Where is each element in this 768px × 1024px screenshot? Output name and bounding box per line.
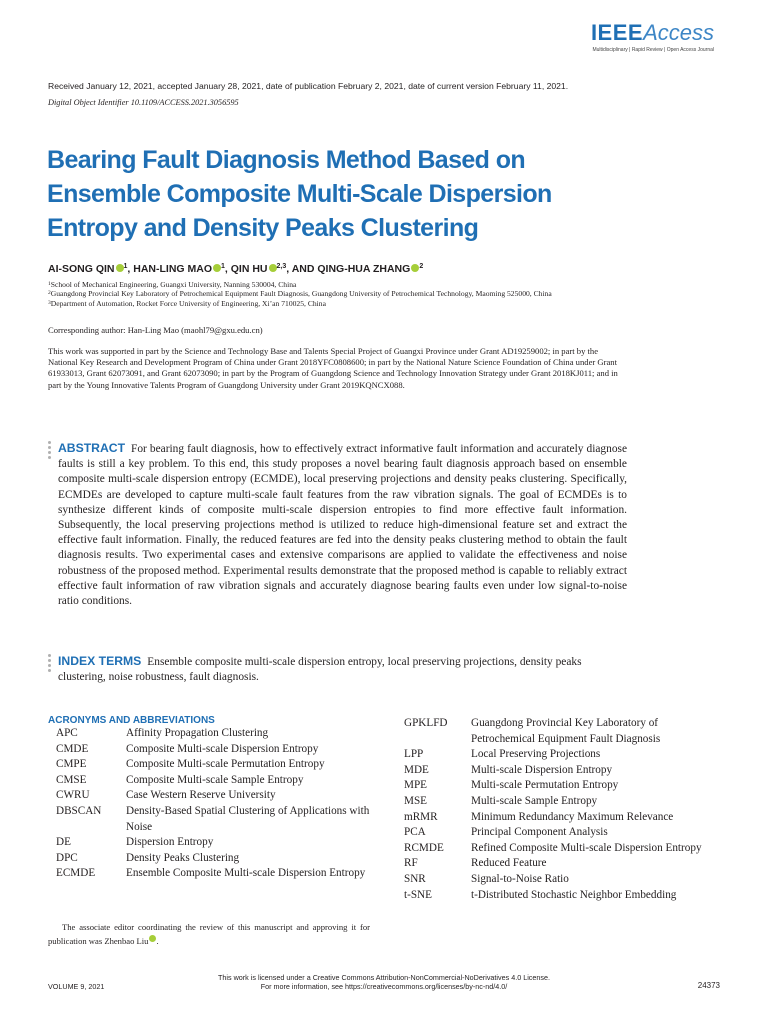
acronym-definition: Reduced Feature: [471, 857, 547, 870]
author-separator: , AND: [286, 263, 318, 275]
abstract: [58, 441, 627, 609]
orcid-icon[interactable]: [213, 264, 221, 272]
acronym-definition: Signal-to-Noise Ratio: [471, 872, 569, 885]
license-notice: [0, 973, 768, 991]
acronym-row: [404, 856, 724, 872]
author-name: QING-HUA ZHANG: [317, 263, 411, 275]
acronym-definition: Composite Multi-scale Dispersion Entropy: [126, 742, 319, 755]
section-marker-icon: [48, 654, 52, 674]
acronym-definition: Affinity Propagation Clustering: [126, 727, 269, 739]
author-affiliation-sup: 2,3: [276, 263, 287, 270]
affiliation-number: 3: [48, 299, 51, 306]
index-terms-label: INDEX TERMS: [58, 654, 142, 668]
author-name: HAN-LING MAO: [133, 263, 213, 275]
acronym-row: [404, 810, 724, 826]
acronym-row: [404, 888, 724, 904]
acronym-term: APC: [56, 727, 78, 739]
editor-note-text: The associate editor coordinating the review of this manuscript and approving it for publication was Zhenbao Liu: [48, 922, 370, 946]
acronym-row: [56, 804, 374, 835]
acronym-row: [404, 825, 724, 841]
paper-title: Bearing Fault Diagnosis Method Based on Ensemble Composite Multi-Scale Dispersion Entropy and Density Peaks Clustering: [47, 146, 552, 242]
acronym-row: [404, 716, 724, 747]
affiliation-text: Guangdong Provincial Key Laboratory of Petrochemical Equipment Fault Diagnosis, Guangdong University of Petrochemical Technology, Maoming 525000, China: [50, 289, 552, 299]
author-name: AI-SONG QIN: [48, 263, 115, 275]
acronym-definition: Case Western Reserve University: [126, 789, 276, 802]
journal-logo: [591, 22, 714, 53]
received-dates: Received January 12, 2021, accepted January 28, 2021, date of publication February 2, 2021, date of current version February 11, 2021.: [48, 81, 569, 91]
acronym-term: t-SNE: [404, 888, 432, 901]
corresponding-author: Corresponding author: Han-Ling Mao (maohl79@gxu.edu.cn): [48, 325, 263, 335]
index-terms-text: Ensemble composite multi-scale dispersion entropy, local preserving projections, density peaks clustering, noise robustness, fault diagnosis.: [58, 656, 582, 684]
acronym-definition: Local Preserving Projections: [471, 748, 601, 761]
acronym-definition: Guangdong Provincial Key Laboratory of Petrochemical Equipment Fault Diagnosis: [471, 717, 661, 745]
affiliation-2: [48, 289, 718, 298]
acronym-row: [56, 866, 374, 882]
acronym-term: DBSCAN: [56, 804, 102, 817]
affiliations: [48, 280, 718, 308]
acronym-term: GPKLFD: [404, 717, 448, 729]
index-terms: [58, 654, 627, 685]
acronym-term: MDE: [404, 763, 429, 776]
affiliation-3: [48, 299, 718, 308]
acronym-term: mRMR: [404, 810, 438, 823]
acronym-row: [56, 757, 374, 773]
author-name: QIN HU: [230, 263, 268, 275]
acronym-definition: Multi-scale Permutation Entropy: [471, 779, 619, 792]
acronym-row: [404, 763, 724, 779]
acronym-row: [56, 835, 374, 851]
acronym-term: CWRU: [56, 789, 90, 802]
license-line-2: For more information, see https://creativecommons.org/licenses/by-nc-nd/4.0/: [260, 982, 508, 991]
acronym-term: PCA: [404, 826, 426, 839]
acronym-definition: Principal Component Analysis: [471, 826, 608, 839]
acronym-term: CMSE: [56, 773, 87, 786]
acronym-term: SNR: [404, 872, 426, 885]
acronym-definition: Density-Based Spatial Clustering of Applications with Noise: [126, 804, 370, 833]
affiliation-text: School of Mechanical Engineering, Guangxi University, Nanning 530004, China: [50, 280, 297, 289]
acronym-row: [404, 872, 724, 888]
affiliation-number: 2: [48, 290, 51, 297]
acronym-row: [56, 726, 374, 742]
logo-access-text: Access: [643, 20, 714, 45]
orcid-icon[interactable]: [116, 264, 124, 272]
acronyms-list-right: [404, 716, 724, 903]
author-affiliation-sup: 1: [123, 263, 128, 270]
doi-line: Digital Object Identifier 10.1109/ACCESS.2021.3056595: [48, 98, 239, 107]
journal-tagline: Multidisciplinary | Rapid Review | Open Access Journal: [592, 47, 714, 53]
author-affiliation-sup: 1: [221, 263, 225, 270]
orcid-icon[interactable]: [269, 264, 277, 272]
acronym-term: ECMDE: [56, 867, 96, 880]
affiliation-text: Department of Automation, Rocket Force University of Engineering, Xi’an 710025, China: [50, 298, 326, 308]
author-affiliation-sup: 2: [419, 263, 424, 270]
acronym-definition: Dispersion Entropy: [126, 836, 214, 849]
acronym-definition: Ensemble Composite Multi-scale Dispersion Entropy: [126, 867, 366, 880]
license-line-1: This work is licensed under a Creative Commons Attribution-NonCommercial-NoDerivatives 4.0 License.: [218, 973, 550, 982]
author-separator: ,: [127, 263, 134, 275]
acronym-row: [56, 773, 374, 789]
acronym-definition: t-Distributed Stochastic Neighbor Embedding: [471, 888, 677, 901]
page-number: 24373: [697, 981, 720, 990]
acronym-definition: Multi-scale Sample Entropy: [471, 794, 598, 807]
acronyms-list-left: [56, 726, 374, 882]
acronym-term: MSE: [404, 794, 428, 807]
acronym-term: DPC: [56, 851, 78, 864]
acronym-row: [56, 788, 374, 804]
acronym-definition: Density Peaks Clustering: [126, 851, 240, 864]
acronym-definition: Refined Composite Multi-scale Dispersion Entropy: [471, 841, 702, 854]
volume-label: VOLUME 9, 2021: [48, 982, 105, 991]
section-marker-icon: [48, 441, 52, 461]
acronym-definition: Composite Multi-scale Permutation Entropy: [126, 758, 325, 771]
author-list: [48, 263, 423, 275]
acronym-definition: Composite Multi-scale Sample Entropy: [126, 773, 304, 786]
acronym-row: [56, 851, 374, 867]
abstract-label: ABSTRACT: [58, 441, 126, 455]
orcid-icon: [149, 935, 156, 942]
logo-ieee-text: IEEE: [590, 20, 644, 45]
acronym-term: RCMDE: [404, 841, 444, 854]
acronym-row: [404, 794, 724, 810]
acronym-term: CMDE: [56, 742, 89, 755]
acronym-definition: Multi-scale Dispersion Entropy: [471, 763, 613, 776]
acronym-row: [404, 841, 724, 857]
funding-statement: This work was supported in part by the Science and Technology Base and Talents Special Project of Guangxi Province under Grant AD19259002; in part by the National Key Research and Development Program of China under Grant 2018YFC0808600; in part by the National Nature Science Foundation of China under Grant 61933013, Grant 62073091, and Grant 62073090; in part by the Program of Guangdong Science and Technology Innovation Strategy under Grant 2018KJ011; and in part by the Young Innovative Talents Program of Guangdong University under Grant 2019KQNCX088.: [48, 346, 618, 390]
acronym-definition: Minimum Redundancy Maximum Relevance: [471, 810, 674, 823]
acronym-term: RF: [404, 857, 418, 870]
affiliation-1: [48, 280, 718, 289]
acronym-term: CMPE: [56, 758, 87, 771]
acronyms-heading: ACRONYMS AND ABBREVIATIONS: [48, 715, 215, 726]
author-separator: ,: [224, 263, 231, 275]
acronym-row: [404, 778, 724, 794]
acronym-term: DE: [56, 836, 71, 849]
affiliation-number: 1: [48, 281, 51, 287]
acronym-row: [404, 747, 724, 763]
abstract-text: For bearing fault diagnosis, how to effectively extract informative fault information and accurately diagnose faults is still a key problem. To this end, this study proposes a novel bearing fault diagnosis approach based on ensemble composite multi-scale dispersion entropy (ECMDE), local preserving projections and density peaks clustering. Specifically, ECMDEs are developed to capture multi-scale fault features from the raw vibration signals. The goal of ECMDEs is to synthesize different kinds of composite multi-scale dispersion entropies to find more effective fault information. Subsequently, the local preserving projections method is utilized to reduce high-dimensional feature set and extract the effective fault information. Finally, the reduced features are fed into the density peaks clustering method to obtain the fault diagnosis results. Two experimental cases and extensive comparisons are applied to validate the effectiveness and noise robustness of the proposed method. Experimental results demonstrate that the proposed method is capable to reliably extract effective fault information of raw vibration signals and accurately diagnose bearing faults even under low signal-to-noise ratio conditions.: [58, 443, 627, 608]
editor-note: The associate editor coordinating the review of this manuscript and approving it for publication was Zhenbao Liu .: [48, 922, 370, 946]
acronym-row: [56, 742, 374, 758]
acronym-term: MPE: [404, 779, 428, 792]
acronym-term: LPP: [404, 748, 424, 761]
